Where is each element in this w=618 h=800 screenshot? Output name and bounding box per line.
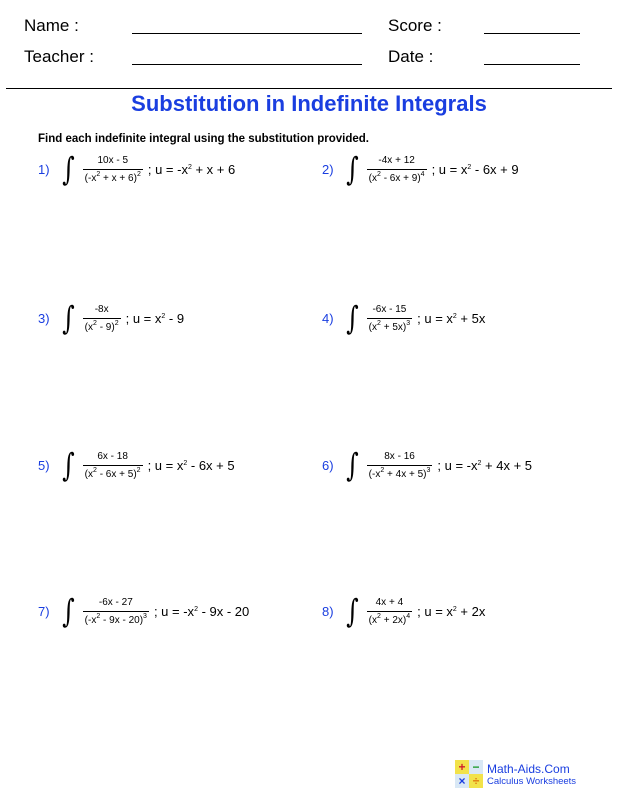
divide-icon: ÷ [469, 774, 483, 788]
u-post: + 4x + 5 [481, 457, 533, 473]
denominator [83, 611, 149, 626]
integrand-fraction [83, 597, 149, 626]
score-label: Score : [388, 16, 442, 35]
numerator: -4x + 12 [378, 154, 415, 166]
integrand-fraction [367, 304, 412, 333]
integrand-fraction [83, 304, 121, 333]
u-pre: ; u = -x [437, 457, 478, 473]
problem-7 [38, 586, 249, 636]
header-divider [6, 88, 612, 89]
den-outer-exponent: 2 [136, 466, 141, 474]
teacher-label: Teacher : [24, 47, 94, 66]
den-base: (-x [368, 468, 381, 480]
name-label: Name : [24, 16, 79, 35]
problem-1 [38, 144, 235, 194]
denominator [83, 465, 143, 480]
den-inner-exponent: 2 [377, 319, 381, 327]
problem-2 [322, 144, 519, 194]
u-post: + 5x [456, 310, 486, 326]
substitution [148, 162, 235, 177]
den-outer-exponent: 4 [406, 612, 411, 620]
integrand-fraction [367, 155, 427, 184]
den-inner-exponent: 2 [93, 319, 97, 327]
denominator [367, 611, 412, 626]
integral-sign: ∫ [346, 592, 359, 630]
numerator: -6x - 27 [98, 596, 133, 608]
numerator: 10x - 5 [97, 154, 129, 166]
den-inner-exponent: 2 [93, 466, 97, 474]
u-pre: ; u = -x [153, 603, 195, 619]
denominator [83, 169, 143, 184]
u-pre: ; u = x [125, 310, 162, 326]
u-post: - 9 [165, 310, 185, 326]
integral-sign: ∫ [62, 446, 75, 484]
den-outer-exponent: 3 [406, 319, 411, 327]
substitution [417, 311, 485, 326]
numerator: 8x - 16 [384, 450, 415, 462]
integral-sign: ∫ [346, 299, 359, 337]
den-base: (-x [84, 614, 97, 626]
den-base: (x [368, 614, 378, 626]
u-pre: ; u = -x [147, 161, 188, 177]
integral-sign: ∫ [346, 150, 359, 188]
den-mid: + 2x) [380, 614, 407, 626]
problem-3 [38, 293, 184, 343]
u-exponent: 2 [194, 605, 198, 613]
integral-sign: ∫ [62, 592, 75, 630]
problem-4 [322, 293, 485, 343]
worksheet-title: Substitution in Indefinite Integrals [131, 91, 487, 116]
u-post: + x + 6 [191, 161, 236, 177]
u-post: - 6x + 5 [187, 457, 235, 473]
den-inner-exponent: 2 [96, 612, 101, 620]
brand-name: Math-Aids.Com [487, 761, 570, 776]
plus-icon: + [455, 760, 469, 774]
problem-8 [322, 586, 485, 636]
u-pre: ; u = x [417, 603, 453, 619]
den-inner-exponent: 2 [96, 170, 101, 178]
den-mid: + 5x) [380, 321, 407, 333]
den-outer-exponent: 3 [143, 612, 147, 620]
teacher-field[interactable] [132, 64, 362, 65]
numerator: -6x - 15 [372, 303, 407, 315]
problem-6 [322, 440, 532, 490]
integrand-fraction [367, 451, 433, 480]
den-outer-exponent: 4 [420, 170, 425, 178]
den-mid: - 9x - 20) [100, 614, 144, 626]
u-exponent: 2 [452, 312, 457, 320]
den-inner-exponent: 2 [377, 612, 381, 620]
instructions: Find each indefinite integral using the substitution provided. [38, 133, 369, 145]
numerator: 6x - 18 [97, 450, 128, 462]
den-outer-exponent: 2 [136, 170, 141, 178]
integrand-fraction [367, 597, 412, 626]
substitution [437, 458, 532, 473]
problem-5 [38, 440, 235, 490]
u-post: - 6x + 9 [471, 161, 519, 177]
u-exponent: 2 [467, 163, 472, 171]
den-mid: - 9) [96, 321, 115, 333]
u-pre: ; u = x [431, 161, 468, 177]
u-exponent: 2 [187, 163, 192, 171]
den-mid: + x + 6) [100, 172, 137, 184]
den-base: (x [84, 468, 94, 480]
problem-number: 4) [322, 310, 334, 326]
substitution [126, 311, 184, 326]
den-base: (x [368, 172, 378, 184]
den-inner-exponent: 2 [377, 170, 381, 178]
u-post: + 2x [456, 603, 486, 619]
den-mid: - 6x + 9) [380, 172, 421, 184]
brand-subtitle: Calculus Worksheets [487, 775, 577, 787]
times-icon: × [455, 774, 469, 788]
den-mid: - 6x + 5) [96, 468, 137, 480]
score-field[interactable] [484, 33, 580, 34]
problem-number: 2) [322, 161, 334, 177]
integral-sign: ∫ [62, 150, 75, 188]
integrand-fraction [83, 451, 143, 480]
den-base: (x [84, 321, 94, 333]
u-exponent: 2 [477, 459, 482, 467]
problem-number: 6) [322, 457, 334, 473]
problem-number: 1) [38, 161, 50, 177]
minus-icon: − [469, 760, 483, 774]
integrand-fraction [83, 155, 143, 184]
denominator [367, 465, 433, 480]
problem-number: 7) [38, 603, 50, 619]
substitution [154, 604, 249, 619]
den-mid: + 4x + 5) [384, 468, 427, 480]
den-base: (-x [84, 172, 97, 184]
den-outer-exponent: 3 [426, 466, 431, 474]
date-field[interactable] [484, 64, 580, 65]
substitution [432, 162, 519, 177]
substitution [148, 458, 235, 473]
problem-number: 8) [322, 603, 334, 619]
problem-number: 5) [38, 457, 50, 473]
numerator: 4x + 4 [375, 596, 404, 608]
integral-sign: ∫ [346, 446, 359, 484]
brand-logo [455, 760, 576, 788]
denominator [367, 318, 412, 333]
u-pre: ; u = x [417, 310, 453, 326]
u-pre: ; u = x [147, 457, 184, 473]
den-outer-exponent: 2 [114, 319, 119, 327]
den-inner-exponent: 2 [380, 466, 385, 474]
problem-number: 3) [38, 310, 50, 326]
integral-sign: ∫ [62, 299, 75, 337]
name-field[interactable] [132, 33, 362, 34]
u-exponent: 2 [161, 312, 166, 320]
denominator [83, 318, 121, 333]
u-exponent: 2 [452, 605, 457, 613]
substitution [417, 604, 485, 619]
u-post: - 9x - 20 [197, 603, 250, 619]
calculator-icon [455, 760, 483, 788]
date-label: Date : [388, 47, 434, 66]
u-exponent: 2 [183, 459, 188, 467]
den-base: (x [368, 321, 378, 333]
denominator [367, 169, 427, 184]
numerator: -8x [94, 303, 109, 315]
